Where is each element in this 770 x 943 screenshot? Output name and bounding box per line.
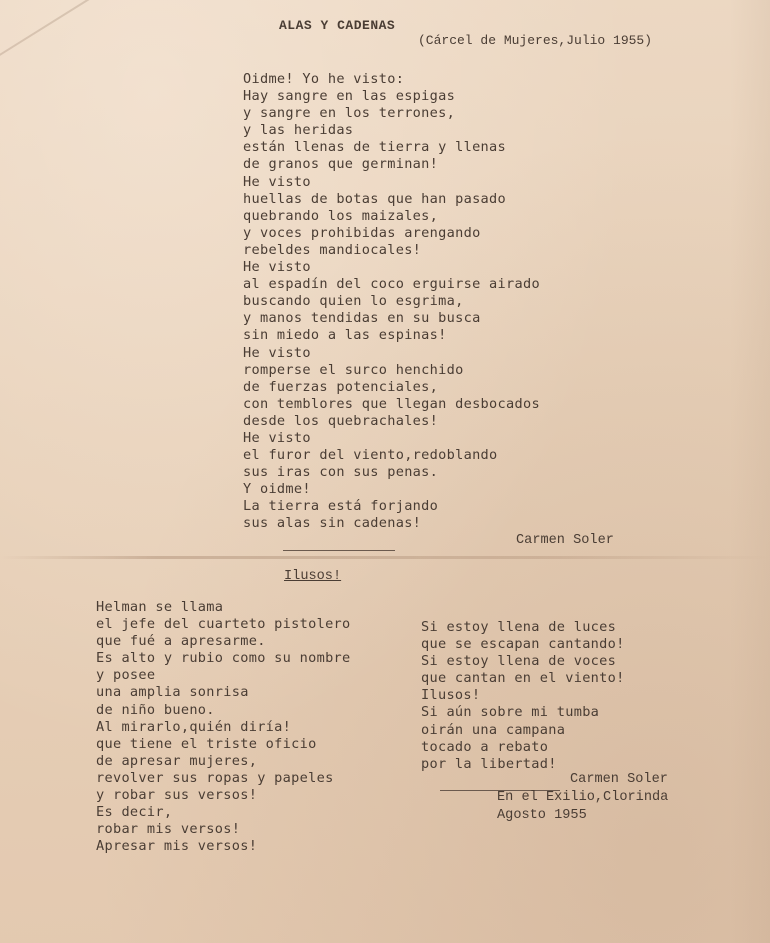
poem-signature: Carmen Soler <box>516 533 614 548</box>
poem-title: ALAS Y CADENAS <box>279 18 396 33</box>
divider-line <box>283 550 395 551</box>
paper-edge-stain <box>730 0 770 943</box>
second-poem-signature: Carmen Soler <box>570 772 668 787</box>
second-poem-right-column: Si estoy llena de luces que se escapan cantando! Si estoy llena de voces que cantan en el viento! Ilusos! Si aún sobre mi tumba oirán una campana tocado a rebato por la libertad! <box>421 619 625 772</box>
paper-fold-line <box>0 556 770 559</box>
paper-crease <box>0 0 135 62</box>
second-poem-place: En el Exilio,Clorinda <box>497 790 669 805</box>
poem-subtitle: (Cárcel de Mujeres,Julio 1955) <box>418 33 653 48</box>
second-poem-title: Ilusos! <box>284 569 342 584</box>
second-poem-left-column: Helman se llama el jefe del cuarteto pistolero que fué a apresarme. Es alto y rubio como su nombre y posee una amplia sonrisa de niño bueno. Al mirarlo,quién diría! que tiene el triste oficio de apresar mujeres, revolver sus ropas y papeles y robar sus versos! Es decir, robar mis versos! Apresar mis versos! <box>96 599 351 855</box>
second-poem-date: Agosto 1955 <box>497 808 587 823</box>
poem-body: Oidme! Yo he visto: Hay sangre en las espigas y sangre en los terrones, y las heridas están llenas de tierra y llenas de granos que germinan! He visto huellas de botas que han pasado quebrando los maizales, y voces prohibidas arengando rebeldes mandiocales! He visto al espadín del coco erguirse airado buscando quien lo esgrima, y manos tendidas en su busca sin miedo a las espinas! He visto romperse el surco henchido de fuerzas potenciales, con temblores que llegan desbocados desde los quebrachales! He visto el furor del viento,redoblando sus iras con sus penas. Y oidme! La tierra está forjando sus alas sin cadenas! <box>243 71 540 532</box>
